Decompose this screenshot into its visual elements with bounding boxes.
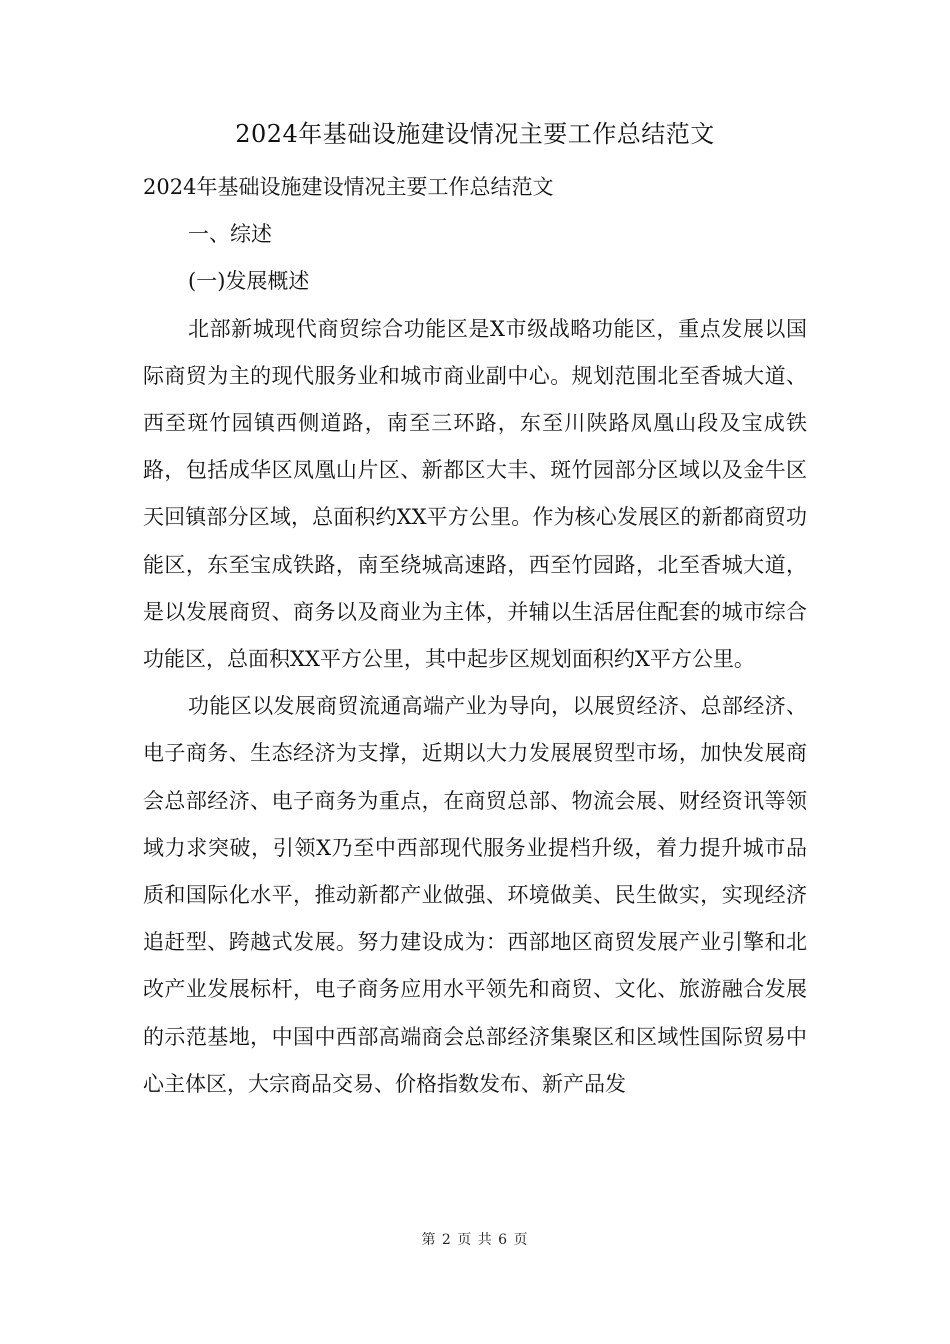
document-title: 2024年基础设施建设情况主要工作总结范文 [235,120,715,148]
body-paragraph: 功能区以发展商贸流通高端产业为导向，以展贸经济、总部经济、电子商务、生态经济为支撑，近期以大力发展展贸型市场，加快发展商会总部经济、电子商务为重点，在商贸总部、物流会展、财经资讯等领域力求突破，引领X乃至中西部现代服务业提档升级，着力提升城市品质和国际化水平，推动新都产业做强、环境做美、民生做实，实现经济追赶型、跨越式发展。努力建设成为：西部地区商贸发展产业引擎和北改产业发展标杆，电子商务应用水平领先和商贸、文化、旅游融合发展的示范基地，中国中西部高端商会总部经济集聚区和区域性国际贸易中心主体区，大宗商品交易、价格指数发布、新产品发 [143,694,807,1096]
subsection-heading: (一)发展概述 [188,269,310,294]
document-subtitle: 2024年基础设施建设情况主要工作总结范文 [143,175,554,199]
section-heading: 一、综述 [188,222,272,247]
body-paragraph: 北部新城现代商贸综合功能区是X市级战略功能区，重点发展以国际商贸为主的现代服务业和城市商业副中心。规划范围北至香城大道、西至斑竹园镇西侧道路，南至三环路，东至川陕路凤凰山段及宝成铁路，包括成华区凤凰山片区、新都区大丰、斑竹园部分区域以及金牛区天回镇部分区域，总面积约XX平方公里。作为核心发展区的新都商贸功能区，东至宝成铁路，南至绕城高速路，西至竹园路，北至香城大道，是以发展商贸、商务以及商业为主体，并辅以生活居住配套的城市综合功能区，总面积XX平方公里，其中起步区规划面积约X平方公里。 [143,316,807,672]
document-body [143,164,807,1108]
page-number-footer: 第 2 页 共 6 页 [421,1232,529,1248]
